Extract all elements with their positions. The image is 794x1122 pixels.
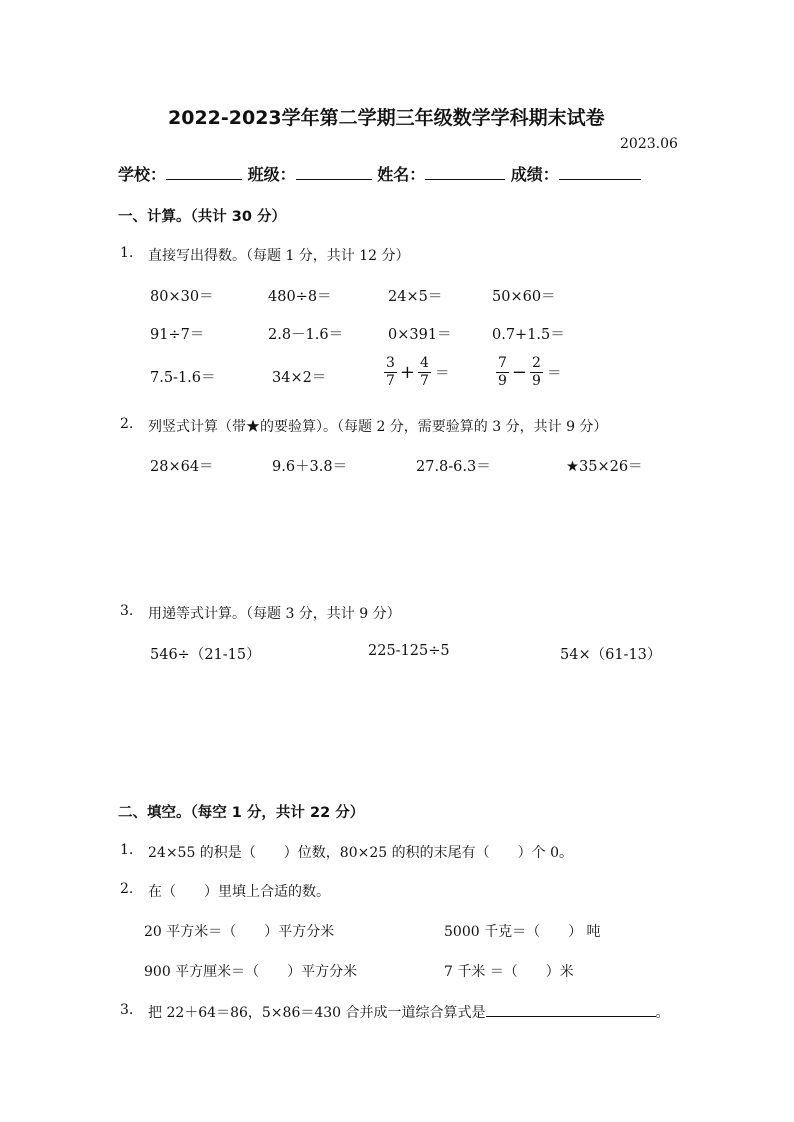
calc-item: 7.5-1.6＝	[150, 370, 216, 386]
vertical-calc-item: 9.6＋3.8＝	[272, 459, 348, 475]
s2-q1-label: 1.	[120, 842, 134, 858]
calc-item: 0.7+1.5＝	[492, 327, 565, 343]
page-title: 2022-2023学年第二学期三年级数学学科期末试卷	[168, 107, 605, 129]
q1-label: 1.	[120, 245, 134, 261]
conversion-item: 7 千米 ＝（ ）米	[444, 964, 574, 980]
school-blank[interactable]	[166, 165, 242, 180]
conversion-item: 5000 千克＝（ ） 吨	[444, 924, 601, 940]
fraction: $\frac{3}{7}$	[386, 355, 395, 389]
info-line	[118, 162, 641, 185]
step-calc-item: 54×（61-13）	[560, 647, 662, 663]
conversion-item: 20 平方米＝（ ）平方分米	[144, 924, 335, 940]
s2-q3-prompt: 把 22＋64＝86，5×86＝430 合并成一道综合算式是	[148, 1005, 486, 1021]
s2-q2-text: 在（ ）里填上合适的数。	[148, 884, 330, 900]
vertical-calc-item: ★35×26＝	[566, 459, 643, 475]
operator: +	[399, 362, 416, 383]
operator: −	[511, 362, 528, 383]
equals: ＝	[546, 366, 562, 382]
calc-item: 0×391＝	[388, 327, 452, 343]
score-label: 成绩：	[510, 165, 559, 184]
q2-label: 2.	[120, 416, 134, 432]
s2-q2-label: 2.	[120, 881, 134, 897]
calc-item: 480÷8＝	[268, 289, 332, 305]
fraction: $\frac{2}{9}$	[532, 355, 541, 389]
section1-heading: 一、计算。（共计 30 分）	[118, 209, 287, 225]
q2-text: 列竖式计算（带★的要验算）。（每题 2 分，需要验算的 3 分，共计 9 分）	[148, 419, 608, 435]
step-calc-item: 225-125÷5	[368, 643, 450, 659]
calc-item: 34×2＝	[272, 370, 327, 386]
s2-q3-label: 3.	[120, 1002, 134, 1018]
s2-q1-text: 24×55 的积是（ ）位数，80×25 的积的末尾有（ ）个 0。	[148, 845, 573, 861]
class-label: 班级：	[247, 165, 296, 184]
exam-date: 2023.06	[620, 136, 678, 152]
q1-text: 直接写出得数。（每题 1 分，共计 12 分）	[148, 248, 410, 264]
fraction-expression	[496, 355, 561, 390]
s2-q3-end: 。	[655, 1005, 670, 1021]
vertical-calc-item: 27.8-6.3＝	[416, 459, 491, 475]
school-label: 学校：	[118, 165, 167, 184]
conversion-item: 900 平方厘米＝（ ）平方分米	[144, 964, 358, 980]
vertical-calc-item: 28×64＝	[150, 459, 214, 475]
name-label: 姓名：	[377, 165, 426, 184]
score-blank[interactable]	[559, 165, 641, 180]
answer-blank[interactable]	[486, 1002, 656, 1017]
calc-item: 24×5＝	[388, 289, 443, 305]
class-blank[interactable]	[296, 165, 372, 180]
q3-label: 3.	[120, 603, 134, 619]
fraction: $\frac{7}{9}$	[498, 355, 507, 389]
s2-q3-text	[148, 1002, 670, 1022]
fraction-expression	[384, 355, 449, 390]
calc-item: 2.8－1.6＝	[268, 327, 344, 343]
calc-item: 80×30＝	[150, 289, 214, 305]
calc-item: 50×60＝	[492, 289, 556, 305]
q3-text: 用递等式计算。（每题 3 分，共计 9 分）	[148, 606, 401, 622]
name-blank[interactable]	[425, 165, 505, 180]
calc-item: 91÷7＝	[150, 327, 205, 343]
step-calc-item: 546÷（21-15）	[150, 647, 261, 663]
section2-heading: 二、填空。（每空 1 分，共计 22 分）	[118, 805, 365, 821]
equals: ＝	[434, 366, 450, 382]
fraction: $\frac{4}{7}$	[420, 355, 429, 389]
